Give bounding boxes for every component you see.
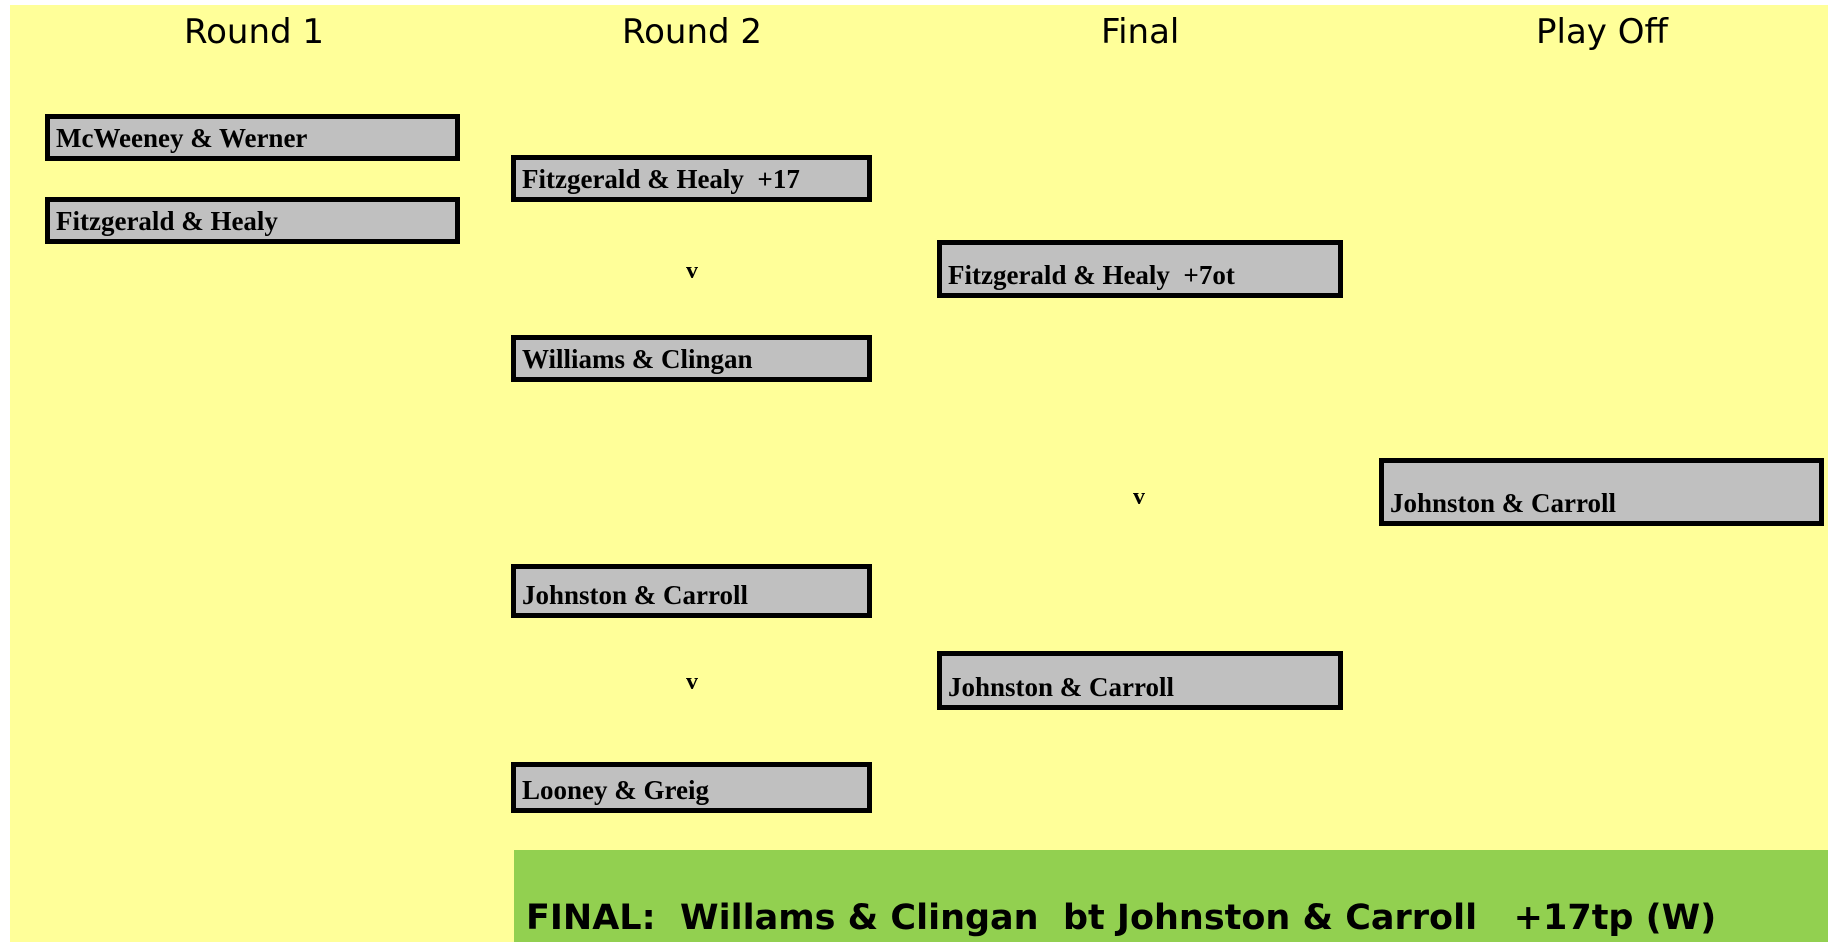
round2-team-1-label: Fitzgerald & Healy +17 xyxy=(522,164,800,194)
round1-team-2-label: Fitzgerald & Healy xyxy=(56,206,278,236)
final-team-2 xyxy=(937,651,1343,710)
header-round1: Round 1 xyxy=(184,12,325,52)
final-result-text: FINAL: Willams & Clingan bt Johnston & Carroll +17tp (W) xyxy=(526,898,1717,938)
round2-team-2-label: Williams & Clingan xyxy=(522,344,753,374)
playoff-team-1 xyxy=(1379,458,1824,526)
header-final: Final xyxy=(1101,12,1180,52)
round1-team-1 xyxy=(45,114,460,161)
playoff-team-1-label: Johnston & Carroll xyxy=(1390,488,1617,518)
round2-team-4-label: Looney & Greig xyxy=(522,775,709,805)
round2-team-3-label: Johnston & Carroll xyxy=(522,580,749,610)
header-round2: Round 2 xyxy=(622,12,763,52)
round2-team-4 xyxy=(511,762,872,813)
round2-team-1 xyxy=(511,155,872,202)
round2-vs-2: v xyxy=(686,669,698,695)
round1-team-2 xyxy=(45,197,460,244)
round2-team-2 xyxy=(511,335,872,382)
final-team-2-label: Johnston & Carroll xyxy=(948,672,1175,702)
header-playoff: Play Off xyxy=(1536,12,1668,52)
final-team-1-label: Fitzgerald & Healy +7ot xyxy=(948,260,1235,290)
final-vs: v xyxy=(1133,484,1145,510)
final-team-1 xyxy=(937,240,1343,298)
round2-vs-1: v xyxy=(686,258,698,284)
round2-team-3 xyxy=(511,564,872,618)
round1-team-1-label: McWeeney & Werner xyxy=(56,123,308,153)
final-result-banner xyxy=(514,850,1828,942)
